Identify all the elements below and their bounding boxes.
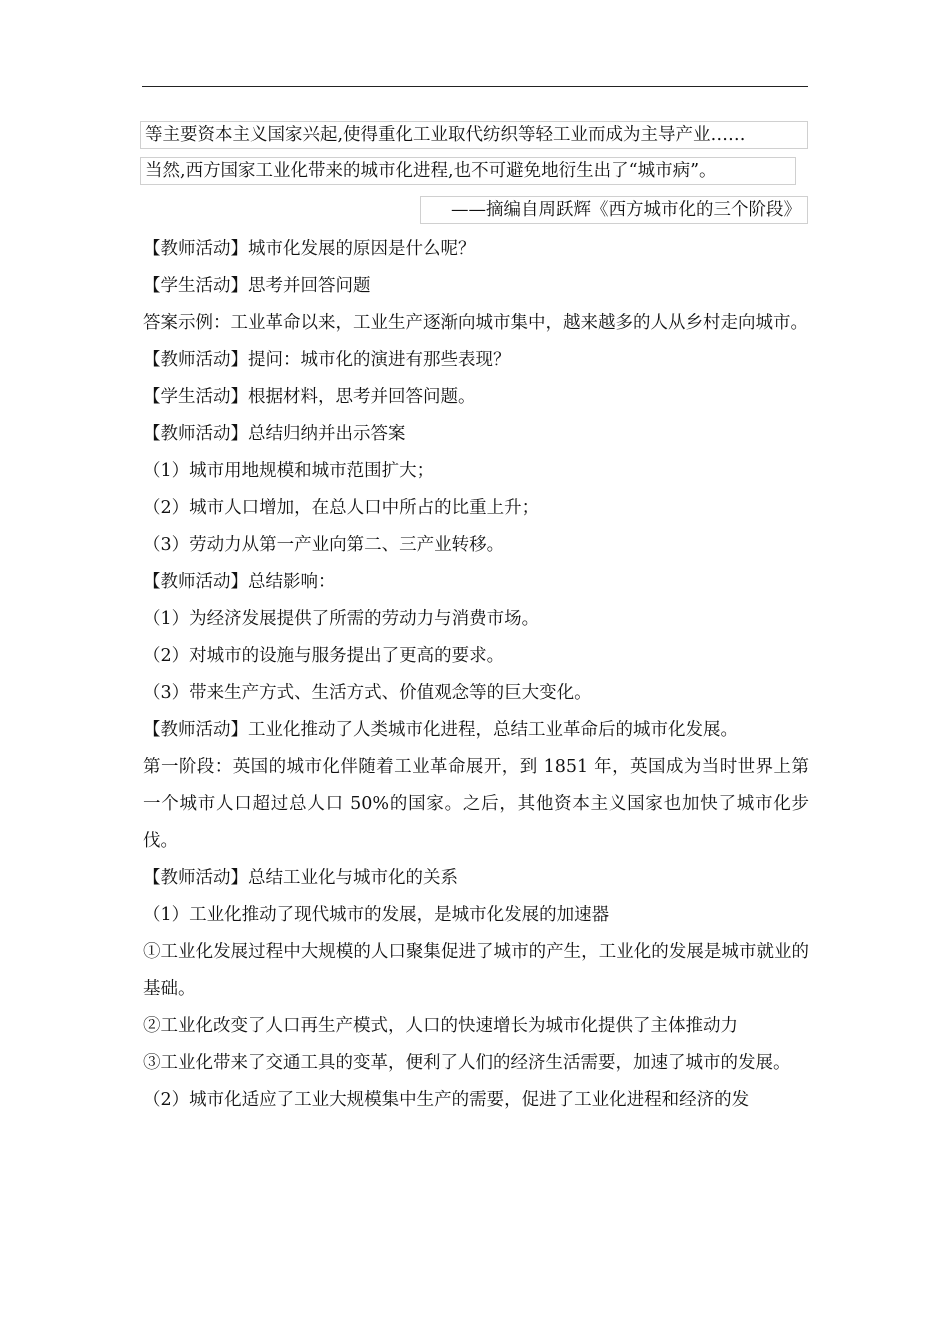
list-item: ③工业化带来了交通工具的变革，便利了人们的经济生活需要，加速了城市的发展。 [143,1053,791,1073]
list-item: （3）带来生产方式、生活方式、价值观念等的巨大变化。 [143,683,592,703]
paragraph: 【教师活动】总结归纳并出示答案 [143,424,406,444]
paragraph: 【教师活动】城市化发展的原因是什么呢？ [143,239,476,259]
header-rule [142,86,808,87]
quote-source: ——摘编自周跃辉《西方城市化的三个阶段》 [420,196,808,224]
list-item: ②工业化改变了人口再生产模式，人口的快速增长为城市化提供了主体推动力 [143,1016,738,1036]
list-item: （2）城市化适应了工业大规模集中生产的需要，促进了工业化进程和经济的发 [143,1090,750,1110]
list-item: （2）城市人口增加，在总人口中所占的比重上升； [143,498,540,518]
list-item: （3）劳动力从第一产业向第二、三产业转移。 [143,535,505,555]
list-item: （1）城市用地规模和城市范围扩大； [143,461,435,481]
paragraph: 【教师活动】提问：城市化的演进有那些表现？ [143,350,511,370]
list-item: ①工业化发展过程中大规模的人口聚集促进了城市的产生，工业化的发展是城市就业的基础。 [143,942,809,999]
quote-line-1: 等主要资本主义国家兴起,使得重化工业取代纺织等轻工业而成为主导产业…… [140,121,808,149]
paragraph: 【教师活动】总结影响： [143,572,336,592]
list-item: （1）为经济发展提供了所需的劳动力与消费市场。 [143,609,540,629]
paragraph: 【学生活动】思考并回答问题 [143,276,371,296]
paragraph: 第一阶段：英国的城市化伴随着工业革命展开，到 1851 年，英国成为当时世界上第一个城市人口超过总人口 50%的国家。之后，其他资本主义国家也加快了城市化步伐。 [143,757,809,851]
paragraph: 答案示例：工业革命以来，工业生产逐渐向城市集中，越来越多的人从乡村走向城市。 [143,313,808,333]
document-body [143,231,809,1119]
paragraph: 【学生活动】根据材料，思考并回答问题。 [143,387,476,407]
quote-line-2: 当然,西方国家工业化带来的城市化进程,也不可避免地衍生出了“城市病”。 [140,157,796,185]
list-item: （1）工业化推动了现代城市的发展，是城市化发展的加速器 [143,905,610,925]
paragraph: 【教师活动】总结工业化与城市化的关系 [143,868,458,888]
paragraph: 【教师活动】工业化推动了人类城市化进程，总结工业革命后的城市化发展。 [143,720,738,740]
list-item: （2）对城市的设施与服务提出了更高的要求。 [143,646,505,666]
